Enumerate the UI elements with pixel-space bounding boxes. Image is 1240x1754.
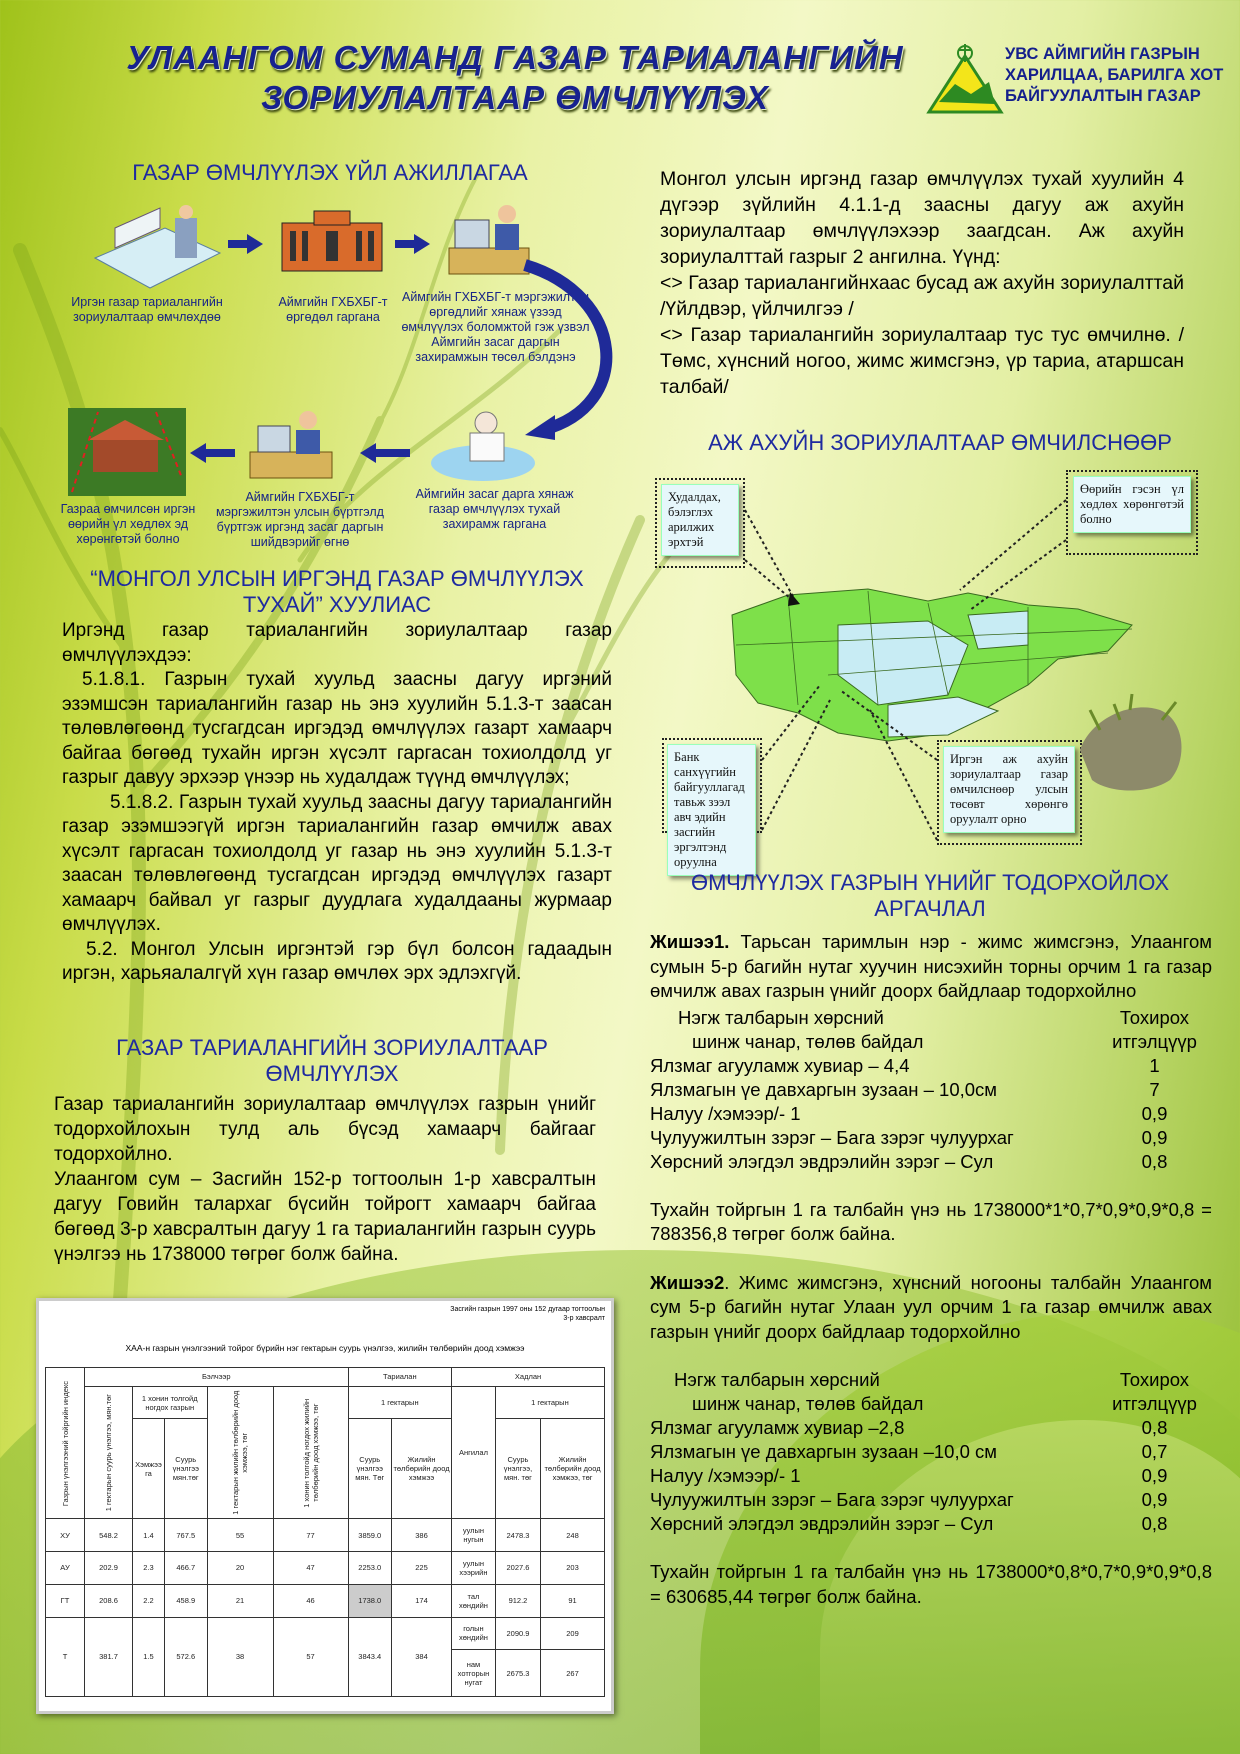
table-cell: 2478.3: [495, 1519, 540, 1552]
table-cell: 548.2: [85, 1519, 133, 1552]
table-cell: 77: [273, 1519, 348, 1552]
table-cell: 46: [273, 1584, 348, 1617]
pricing-heading: ӨМЧЛҮҮЛЭХ ГАЗРЫН ҮНИЙГ ТОДОРХОЙЛОХ АРГАЧЛАЛ: [690, 870, 1169, 921]
table-header: 1 хонин толгойд ногдох газрын: [133, 1386, 208, 1419]
flow-arrow-head: [414, 234, 430, 254]
factor-row: [650, 1440, 1212, 1464]
factor-label: Хөрсний элэгдэл эвдрэлийн зэрэг – Сул: [650, 1150, 994, 1172]
table-cell: нам хотгорын нугат: [452, 1650, 496, 1697]
table-cell: 2090.9: [495, 1617, 540, 1650]
table-cell: 2027.6: [495, 1552, 540, 1585]
table-header: Суурь үнэлгээ мян. Төг: [348, 1419, 391, 1519]
title-line: УЛААНГОМ СУМАНД ГАЗАР ТАРИАЛАНГИЙН: [126, 39, 904, 76]
factor-row: [650, 1054, 1212, 1078]
factor-header-line: Нэгж талбарын хөрсний: [674, 1369, 880, 1390]
farming-paragraph: Улаангом сум – Засгийн 152-р тогтоолын 1-р хавсралтын дагуу Говийн талархаг бүсийн тойрогт хамаарч байгаа бөгөөд 3-р хавсралтын дагуу 1 га тариалангийн газрын суурь үнэлгээ нь 1738000 төгрөг болж байна.: [54, 1169, 596, 1265]
example1-result: Тухайн тойргын 1 га талбайн үнэ нь 1738000*1*0,7*0,9*0,9*0,8 = 788356,8 төгрөг болж байна.: [650, 1198, 1212, 1244]
soil-clod-icon: [1070, 690, 1190, 795]
table-cell: АУ: [46, 1552, 85, 1585]
law-heading: “МОНГОЛ УЛСЫН ИРГЭНД ГАЗАР ӨМЧЛҮҮЛЭХ ТУХАЙ” ХУУЛИАС: [90, 566, 584, 617]
intro-bullet: <> Газар тариалангийнхаас бусад аж ахуйн зориулалттай /Үйлдвэр, үйлчилгээ /: [660, 272, 1184, 320]
law-clause: 5.1.8.1. Газрын тухай хуульд заасны дагуу иргэний эзэмшсэн тариалангийн газар нь энэ хуулийн 5.1.3-т заасан төлөвлөгөөнд тусгагдсан иргэдэд өмчлүүлэх газарт хамаарч байгаа бөгөөд тухайн иргэн хүсэлт гаргасан тохиолдолд уг газрыг давуу эрхээр үнээр нь худалдаж түүнд өмчлүүлэх;: [62, 669, 612, 788]
table-cell: уулын хээрийн: [452, 1552, 496, 1585]
table-cell: Т: [46, 1617, 85, 1697]
title-line: ЗОРИУЛАЛТААР ӨМЧЛҮҮЛЭХ: [261, 79, 769, 116]
tariff-table: [45, 1367, 605, 1697]
factor-value: 0,9: [1141, 1102, 1168, 1124]
factor-label: Ялзмаг агууламж хувиар – 4,4: [650, 1054, 910, 1076]
table-header: Суурь үнэлгээ, мян. төг: [495, 1419, 540, 1519]
agency-logo-icon: [925, 42, 1005, 114]
table-cell: 3859.0: [348, 1519, 391, 1552]
flow-arrow-head: [247, 234, 263, 254]
table-cell: 386: [391, 1519, 451, 1552]
table-cell: ХУ: [46, 1519, 85, 1552]
factor-value: 1: [1149, 1054, 1160, 1076]
table-row: [46, 1617, 605, 1650]
law-intro: Иргэнд газар тариалангийн зориулалтаар газар өмчлүүлэхдээ:: [62, 620, 612, 666]
table-header: Жилийн төлбөрийн доод хэмжээ: [391, 1419, 451, 1519]
factor-row: [650, 1488, 1212, 1512]
table-cell: уулын нугын: [452, 1519, 496, 1552]
process-heading: ГАЗАР ӨМЧЛҮҮЛЭХ ҮЙЛ АЖИЛЛАГАА: [132, 160, 528, 185]
factor-value: 0,9: [1141, 1126, 1168, 1148]
table-note: Засгийн газрын 1997 оны 152 дугаар тогтоолын 3-р хавсралт: [450, 1306, 605, 1322]
table-cell: 458.9: [164, 1584, 207, 1617]
table-cell: 21: [207, 1584, 273, 1617]
flow-arrow: [205, 449, 235, 457]
table-cell: 2253.0: [348, 1552, 391, 1585]
factor-header: [650, 1006, 1212, 1054]
factor-label: Ялзмаг агууламж хувиар –2,8: [650, 1417, 905, 1438]
factor-label: Налуу /хэмээр/- 1: [650, 1465, 801, 1486]
table-header: Хадлан: [452, 1368, 605, 1387]
org-line: БАЙГУУЛАЛТЫН ГАЗАР: [1005, 87, 1201, 105]
example2-text: . Жимс жимсгэнэ, хүнсний ногооны талбайн Улаангом сум 5-р багийн нутаг Улаан уул орчим 1 га газар өмчилж авах газрын үнийг доорх байдлаар тодорхойлно: [650, 1271, 1212, 1342]
factor-row: [650, 1126, 1212, 1150]
table-cell: 3843.4: [348, 1617, 391, 1697]
process-step-6: Газраа өмчилсөн иргэн өөрийн үл хөдлөх эд хөрөнгөтэй болно: [60, 502, 196, 546]
table-cell: 912.2: [495, 1584, 540, 1617]
factor-header-line: шинж чанар, төлөв байдал: [692, 1030, 924, 1052]
factor-header-line: Тохирох: [1119, 1006, 1190, 1028]
factor-header-line: шинж чанар, төлөв байдал: [692, 1393, 924, 1414]
connector-lines: [640, 470, 1210, 860]
table-cell: 209: [541, 1617, 605, 1650]
table-cell: 203: [541, 1552, 605, 1585]
org-line: ХАРИЛЦАА, БАРИЛГА ХОТ: [1005, 66, 1224, 84]
factor-row: [650, 1078, 1212, 1102]
table-cell: голын хөндийн: [452, 1617, 496, 1650]
table-cell: 208.6: [85, 1584, 133, 1617]
table-header: Ангилал: [452, 1386, 496, 1519]
factor-label: Ялзмагын үе давхаргын зузаан – 10,0см: [650, 1078, 998, 1100]
house-plan-icon: [85, 198, 225, 293]
table-cell: 384: [391, 1617, 451, 1697]
table-cell: 174: [391, 1584, 451, 1617]
government-building-icon: [278, 205, 386, 275]
benefit-box-trade: Худалдах, бэлэглэх арилжих эрхтэй: [661, 484, 739, 556]
table-cell: 2.3: [133, 1552, 165, 1585]
flow-arrow-head: [360, 443, 376, 463]
table-row: [46, 1519, 605, 1552]
law-text: [62, 619, 612, 987]
law-clause: 5.1.8.2. Газрын тухай хуульд заасны дагуу тариалангийн газар эзэмшээгүй иргэн тариалангийн газар өмчилж авах хүсэлт гаргасан тохиолдолд уг газар нь энэ хуулийн 5.1.3-т заасан төлөвлөгөөнд тусгагдсан иргэдэд өмчлүүлэх газарт хамаарч байвал уг газрыг дуудлага худалдааны журмаар өмчлүүлэх.: [62, 791, 612, 935]
benefit-box-property: Өөрийн гэсэн үл хөдлөх хөрөнгөтэй болно: [1073, 476, 1191, 533]
process-step-2: Аймгийн ГХБХБГ-т өргөдөл гаргана: [278, 295, 388, 324]
table-cell: 381.7: [85, 1617, 133, 1697]
farm-house-icon: [68, 408, 186, 496]
table-cell: 267: [541, 1650, 605, 1697]
process-step-3: Аймгийн ГХБХБГ-т мэргэжилтэн өргөдлийг хянаж үзээд өмчлүүлэх боломжтой гэж үзвэл Аймгийн засаг даргын захирамжын төсөл бэлдэнэ: [401, 290, 590, 364]
factor-label: Чулуужилтын зэрэг – Бага зэрэг чулуурхаг: [650, 1126, 1014, 1148]
table-title: ХАА-н газрын үнэлгээний тойрог бүрийн нэг гектарын суурь үнэлгээ, жилийн төлбөрийн доод хэмжээ: [125, 1343, 525, 1353]
factor-row: [650, 1512, 1212, 1536]
table-header: 1 гектарын: [495, 1386, 604, 1419]
table-cell: 248: [541, 1519, 605, 1552]
benefit-box-budget: Иргэн аж ахуйн зориулалтаар газар өмчилснөөр улсын төсөвт хөрөнгө оруулалт орно: [943, 746, 1075, 833]
table-header: Тариалан: [348, 1368, 452, 1387]
flow-arrow: [375, 449, 410, 457]
factor-header-line: Тохирох: [1119, 1369, 1190, 1390]
table-header: 1 гектарын суурь үнэлгээ, мян.төг: [104, 1393, 113, 1512]
table-cell: 2675.3: [495, 1650, 540, 1697]
law-clause: 5.2. Монгол Улсын иргэнтэй гэр бүл болсон гадаадын иргэн, харьяалалгүй хүн газар өмчлөх эрх эдлэхгүй.: [62, 938, 612, 984]
table-cell: 1.4: [133, 1519, 165, 1552]
table-cell: 91: [541, 1584, 605, 1617]
table-cell: 55: [207, 1519, 273, 1552]
registry-clerk-icon: [248, 408, 338, 483]
farming-paragraph: Газар тариалангийн зориулалтаар өмчлүүлэх газрын үнийг тодорхойлохын тулд аль бүсэд хамаарч байгааг тодорхойлно.: [54, 1094, 596, 1165]
factor-value: 0,8: [1141, 1417, 1168, 1438]
pricing-examples: [650, 930, 1212, 1609]
factor-value: 0,9: [1141, 1489, 1168, 1510]
table-header: 1 гектарын: [348, 1386, 452, 1419]
intro-paragraph: Монгол улсын иргэнд газар өмчлүүлэх тухай хуулийн 4 дүгээр зүйлийн 4.1.1-д заасны дагуу аж ахуйн зориулалтаар өмчлүүлэхээр заагдсан. Аж ахуйн зориулалттай газрыг 2 ангилна. Үүнд:: [660, 168, 1184, 268]
example2-intro: [650, 1271, 1212, 1345]
example2-label: Жишээ2: [650, 1271, 725, 1293]
table-cell: 2.2: [133, 1584, 165, 1617]
factor-header-line: итгэлцүүр: [1112, 1030, 1197, 1052]
table-header: Хэмжээ га: [133, 1419, 165, 1519]
org-line: УВС АЙМГИЙН ГАЗРЫН: [1005, 45, 1200, 63]
table-cell: 466.7: [164, 1552, 207, 1585]
business-heading: АЖ АХУЙН ЗОРИУЛАЛТААР ӨМЧИЛСНӨӨР: [708, 430, 1172, 455]
factor-value: 0,8: [1141, 1150, 1168, 1172]
factor-label: Налуу /хэмээр/- 1: [650, 1102, 801, 1124]
organization-name: [1005, 44, 1235, 107]
factor-label: Чулуужилтын зэрэг – Бага зэрэг чулуурхаг: [650, 1489, 1014, 1510]
table-header: Газрын үнэлгээний тойргийн индекс: [60, 1380, 70, 1506]
table-row: [46, 1552, 605, 1585]
table-cell: 38: [207, 1617, 273, 1697]
business-intro: [660, 166, 1184, 400]
table-header: 1 гектарын жилийн төлбөрийн доод хэмжээ, төг: [231, 1390, 250, 1515]
process-step-5: Аймгийн ГХБХБГ-т мэргэжилтэн улсын бүртгэлд бүртгэж иргэнд засаг даргын шийдвэрийг өгнө: [216, 490, 384, 549]
example1-label: Жишээ1.: [650, 931, 730, 952]
table-cell: тал хөндийн: [452, 1584, 496, 1617]
tariff-table-card: [36, 1298, 614, 1714]
official-signing-icon: [428, 405, 538, 485]
factor-value: 0,8: [1141, 1513, 1168, 1534]
table-cell-highlight: 1738.0: [348, 1584, 391, 1617]
table-header: Бэлчээр: [85, 1368, 349, 1387]
factor-row: [650, 1464, 1212, 1488]
factor-row: [650, 1416, 1212, 1440]
factor-value: 7: [1149, 1078, 1160, 1100]
table-cell: 767.5: [164, 1519, 207, 1552]
factor-header-line: Нэгж талбарын хөрсний: [678, 1006, 884, 1028]
table-cell: 1.5: [133, 1617, 165, 1697]
table-cell: 20: [207, 1552, 273, 1585]
intro-bullet: <> Газар тариалангийн зориулалтаар тус тус өмчилнө. /Төмс, хүнсний ногоо, жимс жимсгэнэ, үр тариа, атаршсан талбай/: [660, 324, 1184, 398]
factor-label: Хөрсний элэгдэл эвдрэлийн зэрэг – Сул: [650, 1513, 994, 1534]
flow-arrow: [228, 240, 248, 248]
table-header: Суурь үнэлгээ мян.төг: [164, 1419, 207, 1519]
table-row: [46, 1584, 605, 1617]
example2-result: Тухайн тойргын 1 га талбайн үнэ нь 1738000*0,8*0,7*0,9*0,9*0,8 = 630685,44 төгрөг болж байна.: [650, 1561, 1212, 1607]
table-cell: 225: [391, 1552, 451, 1585]
factor-label: Ялзмагын үе давхаргын зузаан –10,0 см: [650, 1441, 998, 1462]
factor-value: 0,7: [1141, 1441, 1168, 1462]
table-header: 1 хонин толгойд ногдох жилийн төлбөрийн доод хэмжээ, төг: [301, 1398, 320, 1507]
table-cell: 47: [273, 1552, 348, 1585]
factor-header: [650, 1368, 1212, 1416]
farming-text: [54, 1092, 596, 1267]
example1-text: Тарьсан таримлын нэр - жимс жимсгэнэ, Улаангом сумын 5-р багийн нутаг хуучин нисэхийн торны орчим 1 га газар өмчилж авах газрын үнийг доорх байдлаар тодорхойлно: [650, 931, 1212, 1001]
factor-row: [650, 1150, 1212, 1174]
factor-value: 0,9: [1141, 1465, 1168, 1486]
example1-intro: [650, 930, 1212, 1004]
table-header: Жилийн төлбөрийн доод хэмжээ, төг: [541, 1419, 605, 1519]
process-step-4: Аймгийн засаг дарга хянаж газар өмчлүүлэх тухай захирамж гаргана: [415, 487, 574, 531]
table-cell: 202.9: [85, 1552, 133, 1585]
table-cell: 57: [273, 1617, 348, 1697]
table-cell: ГТ: [46, 1584, 85, 1617]
process-step-1: Иргэн газар тариалангийн зориулалтаар өмчлөхдөө: [71, 295, 223, 324]
table-cell: 572.6: [164, 1617, 207, 1697]
benefit-box-bank: Банк санхүүгийн байгууллагад тавьж зээл авч эдийн засгийн эргэлтэнд оруулна: [667, 744, 756, 876]
flow-arrow-head: [190, 443, 206, 463]
farming-heading: ГАЗАР ТАРИАЛАНГИЙН ЗОРИУЛАЛТААР ӨМЧЛҮҮЛЭХ: [116, 1035, 548, 1086]
flow-arrow: [395, 240, 415, 248]
page-title: [70, 38, 960, 118]
factor-row: [650, 1102, 1212, 1126]
factor-header-line: итгэлцүүр: [1112, 1393, 1197, 1414]
